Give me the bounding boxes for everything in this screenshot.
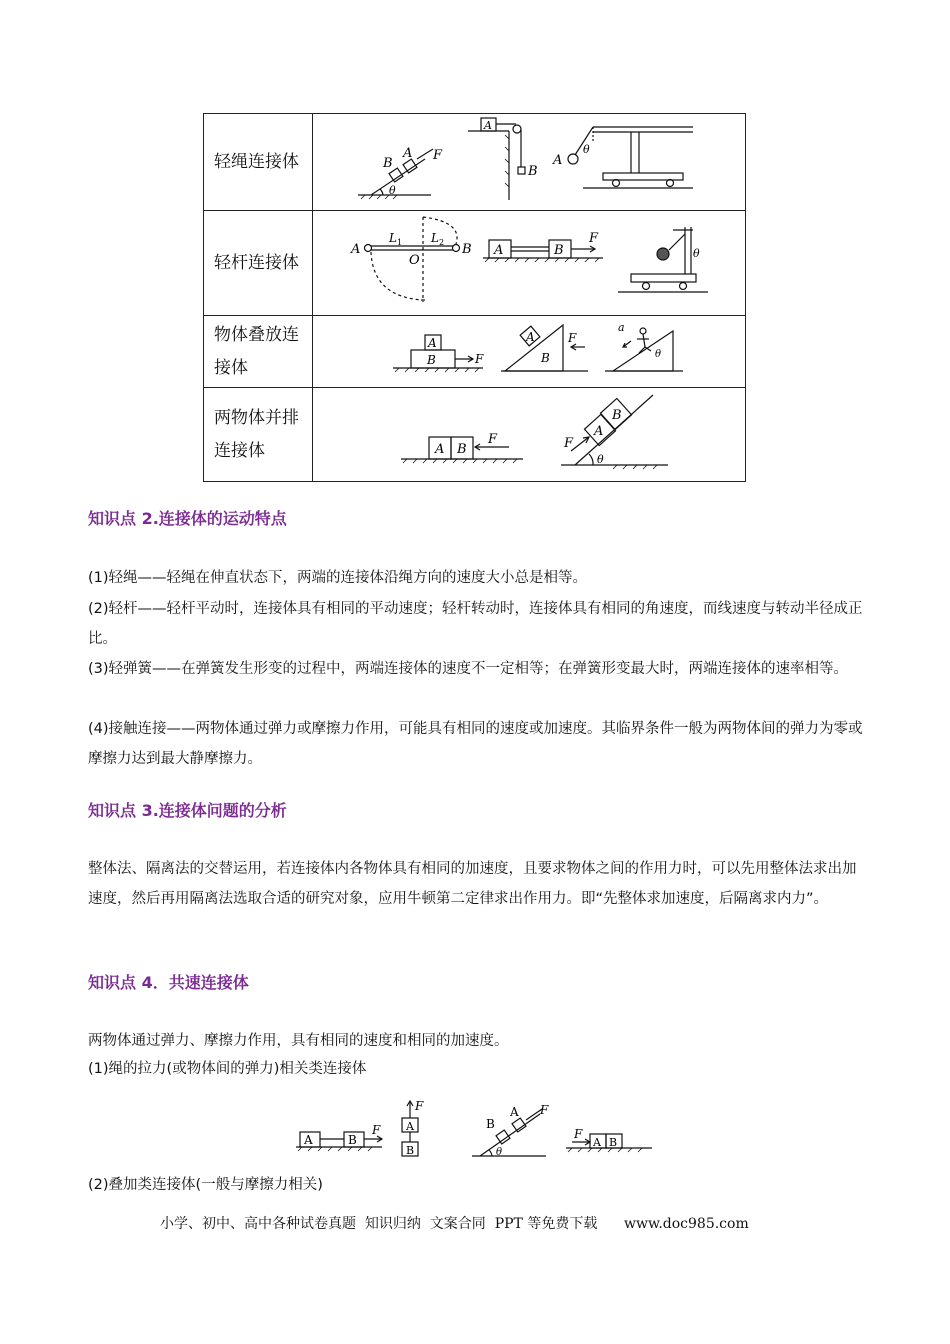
pulley-table-figure <box>468 118 525 200</box>
label-F: F <box>568 330 577 345</box>
label-A: A <box>428 335 437 350</box>
connection-types-table <box>203 113 746 482</box>
label-A: A <box>403 145 413 161</box>
label-F: F <box>589 230 599 246</box>
label-A: A <box>484 118 492 132</box>
label-A: A <box>351 241 361 257</box>
label-B: B <box>609 1136 618 1149</box>
table-row <box>204 316 746 388</box>
row-label-rope: 轻绳连接体 <box>204 114 313 211</box>
label-A: A <box>510 1105 519 1119</box>
stacked-blocks-figure <box>393 335 483 372</box>
label-A: A <box>435 441 445 457</box>
incline-rope-blocks-figure <box>472 1109 546 1156</box>
row-label-side-by-side: 两物体并排连接体 <box>204 388 313 482</box>
label-theta: θ <box>693 246 700 260</box>
row-label-rod: 轻杆连接体 <box>204 211 313 316</box>
label-B: B <box>348 1133 357 1147</box>
label-A: A <box>594 423 604 439</box>
label-A: A <box>406 1120 414 1133</box>
label-F: F <box>564 435 574 451</box>
label-A: A <box>553 152 563 168</box>
label-B: B <box>554 242 564 258</box>
label-A: A <box>593 1136 601 1149</box>
label-sub2: 2 <box>439 237 445 247</box>
label-B: B <box>612 407 622 423</box>
label-B: B <box>486 1117 495 1131</box>
rod-diagrams <box>313 211 746 316</box>
label-B: B <box>541 350 550 365</box>
label-sub1: 1 <box>397 237 403 247</box>
section-heading-motion: 知识点 2.连接体的运动特点 <box>88 509 287 528</box>
rope-diagrams <box>313 114 746 211</box>
label-theta: θ <box>597 452 604 466</box>
common-velocity-figures <box>290 1092 670 1164</box>
label-theta: θ <box>655 348 662 360</box>
label-F: F <box>372 1123 381 1137</box>
label-B: B <box>457 441 467 457</box>
label-F: F <box>415 1099 424 1113</box>
label-theta: θ <box>496 1147 503 1158</box>
paragraph-rod: (2)轻杆——轻杆平动时，连接体具有相同的平动速度；轻杆转动时，连接体具有相同的角速度，而线速度与转动半径成正比。 <box>88 601 863 647</box>
label-a: a <box>618 320 625 334</box>
paragraph-rope: (1)轻绳——轻绳在伸直状态下，两端的连接体沿绳方向的速度大小总是相等。 <box>88 570 588 586</box>
rod-diagram-svg <box>313 212 753 315</box>
label-L1: L <box>389 230 397 245</box>
label-B: B <box>462 241 472 257</box>
table-row <box>204 211 746 316</box>
label-F: F <box>488 431 498 447</box>
label-A: A <box>304 1133 313 1147</box>
label-A: A <box>526 329 535 344</box>
paragraph-contact: (4)接触连接——两物体通过弹力或摩擦力作用，可能具有相同的速度或加速度。其临界条件一般为两物体间的弹力为零或摩擦力达到最大静摩擦力。 <box>88 721 863 767</box>
label-theta: θ <box>583 142 590 156</box>
table-row <box>204 114 746 211</box>
stacked-diagram-svg <box>313 317 753 387</box>
page-footer: 小学、初中、高中各种试卷真题 知识归纳 文案合同 PPT 等免费下载 www.doc985.com <box>160 1216 749 1232</box>
label-B: B <box>427 352 436 367</box>
label-L2: L <box>431 230 439 245</box>
paragraph-stacked: (2)叠加类连接体(一般与摩擦力相关) <box>88 1177 323 1193</box>
table-row <box>204 388 746 482</box>
pendulum-cart-figure <box>568 127 693 188</box>
paragraph-spring: (3)轻弹簧——在弹簧发生形变的过程中，两端连接体的速度不一定相等；在弹簧形变最大时，两端连接体的速率相等。 <box>88 661 849 677</box>
side-by-side-diagram-svg <box>313 389 753 481</box>
label-B: B <box>383 155 393 171</box>
person-on-incline-figure <box>605 328 683 371</box>
label-F: F <box>540 1103 549 1117</box>
section-heading-common-velocity: 知识点 4．共速连接体 <box>88 973 249 992</box>
incline-pushed-blocks-figure <box>561 395 668 469</box>
stacked-diagrams <box>313 316 746 388</box>
label-F: F <box>574 1127 583 1141</box>
label-O: O <box>409 252 420 268</box>
section-heading-analysis: 知识点 3.连接体问题的分析 <box>88 801 287 820</box>
label-B: B <box>528 163 538 179</box>
paragraph-rope-tension: (1)绳的拉力(或物体间的弹力)相关类连接体 <box>88 1061 367 1077</box>
row-label-stacked: 物体叠放连接体 <box>204 316 313 388</box>
label-A: A <box>494 242 504 258</box>
rope-diagram-svg <box>313 115 753 210</box>
side-by-side-diagrams <box>313 388 746 482</box>
paragraph-analysis: 整体法、隔离法的交替运用，若连接体内各物体具有相同的加速度，且要求物体之间的作用力时，可以先用整体法求出加速度，然后再用隔离法选取合适的研究对象，应用牛顿第二定律求出作用力。即“先整体求加速度，后隔离求内力”。 <box>88 861 857 907</box>
paragraph-common-velocity: 两物体通过弹力、摩擦力作用，具有相同的速度和相同的加速度。 <box>88 1033 509 1049</box>
label-theta: θ <box>389 183 396 197</box>
label-B: B <box>406 1144 415 1157</box>
label-F: F <box>475 351 484 366</box>
label-F: F <box>433 147 443 163</box>
